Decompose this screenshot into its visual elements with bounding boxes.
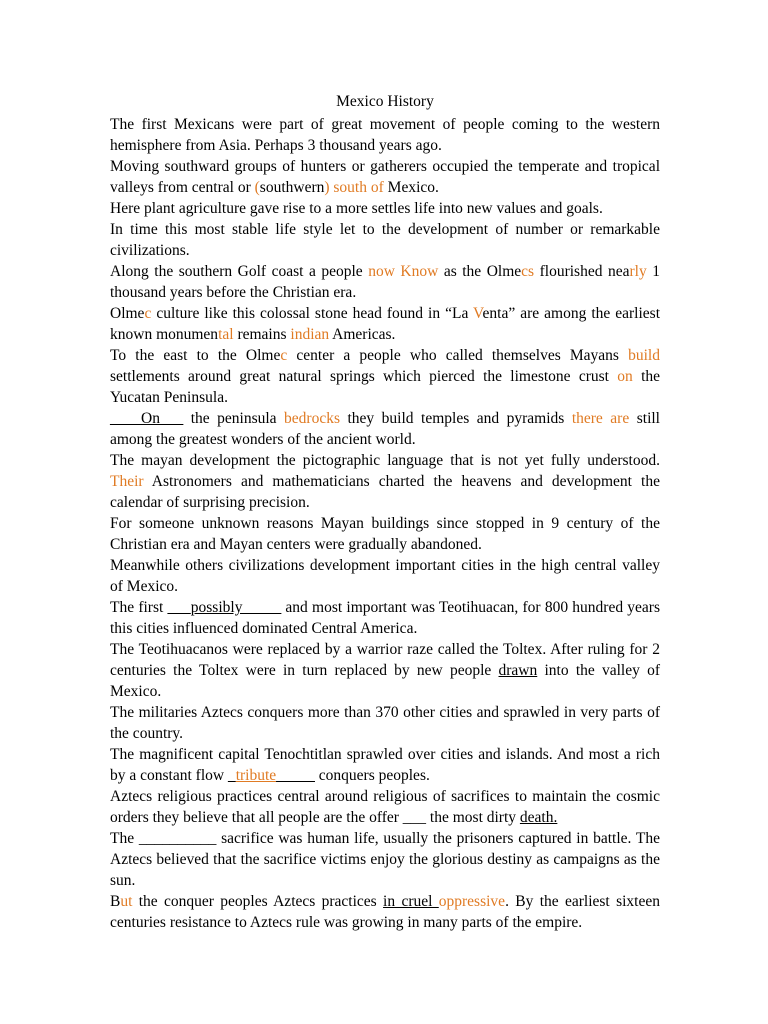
text-run-marked: in cruel bbox=[383, 893, 439, 910]
text-run: the peninsula bbox=[183, 410, 285, 427]
text-run: . By the earliest sixteen centuries resistance to Aztecs rule was growing in many parts of the empire. bbox=[110, 893, 660, 931]
text-run: settlements around great natural springs which pierced the limestone crust bbox=[110, 368, 618, 385]
text-run-marked: drawn bbox=[498, 662, 538, 679]
text-run-marked: there are bbox=[571, 410, 630, 427]
text-run: flourished nea bbox=[534, 263, 630, 280]
text-run-marked: indian bbox=[290, 326, 330, 343]
document-body bbox=[110, 114, 660, 933]
text-run: Mexico. bbox=[383, 179, 439, 196]
text-run-marked: V bbox=[473, 305, 483, 322]
text-run: In time this most stable life style let to the development of number or remarkable civilizations. bbox=[110, 221, 660, 259]
text-run: The first Mexicans were part of great movement of people coming to the western hemisphere from Asia. Perhaps 3 thousand years ago. bbox=[110, 116, 660, 154]
text-run: remains bbox=[233, 326, 291, 343]
text-run: Meanwhile others civilizations development important cities in the high central valley of Mexico. bbox=[110, 557, 660, 595]
paragraph bbox=[110, 744, 660, 786]
paragraph bbox=[110, 555, 660, 597]
text-run: Here plant agriculture gave rise to a more settles life into new values and goals. bbox=[110, 200, 603, 217]
text-run-marked: c bbox=[144, 305, 152, 322]
text-run: The Teotihuacanos were replaced by a warrior raze called the Toltex. After ruling for 2 centuries the Toltex were in turn replaced by new people bbox=[110, 641, 660, 679]
text-run: 1 thousand years before the Christian era. bbox=[110, 263, 660, 301]
paragraph bbox=[110, 408, 660, 450]
text-run-marked: ____On___ bbox=[110, 410, 184, 427]
text-run: the conquer peoples Aztecs practices bbox=[132, 893, 384, 910]
paragraph bbox=[110, 345, 660, 408]
text-run: conquers peoples. bbox=[314, 767, 430, 784]
text-run: as the Olme bbox=[438, 263, 522, 280]
text-run: Moving southward groups of hunters or gatherers occupied the temperate and tropical valleys from central or bbox=[110, 158, 660, 196]
text-run-marked: on bbox=[617, 368, 633, 385]
text-run-marked: rly bbox=[629, 263, 647, 280]
paragraph bbox=[110, 786, 660, 828]
text-run-marked: death. bbox=[519, 809, 558, 826]
text-run-marked: tal bbox=[218, 326, 234, 343]
paragraph bbox=[110, 198, 660, 219]
paragraph bbox=[110, 261, 660, 303]
paragraph bbox=[110, 828, 660, 891]
text-run: The magnificent capital Tenochtitlan sprawled over cities and islands. And most a rich by a constant flow bbox=[110, 746, 660, 784]
text-run-marked: _____ bbox=[276, 767, 315, 784]
text-run: The militaries Aztecs conquers more than 370 other cities and sprawled in very parts of the country. bbox=[110, 704, 660, 742]
paragraph bbox=[110, 597, 660, 639]
paragraph bbox=[110, 114, 660, 156]
text-run-marked: cs bbox=[521, 263, 535, 280]
text-run: center a people who called themselves Mayans bbox=[287, 347, 629, 364]
text-run: The __________ sacrifice was human life, usually the prisoners captured in battle. The Aztecs believed that the sacrifice victims enjoy the glorious destiny as campaigns as the sun. bbox=[110, 830, 660, 889]
paragraph bbox=[110, 639, 660, 702]
text-run-marked: now Know bbox=[368, 263, 439, 280]
page-title: Mexico History bbox=[336, 93, 434, 110]
text-run: southwern bbox=[259, 179, 325, 196]
text-run-marked: oppressive bbox=[438, 893, 506, 910]
text-run-marked: ( bbox=[254, 179, 260, 196]
text-run: Along the southern Golf coast a people bbox=[110, 263, 369, 280]
paragraph bbox=[110, 513, 660, 555]
text-run: Olme bbox=[110, 305, 145, 322]
text-run: into the valley of Mexico. bbox=[110, 662, 660, 700]
text-run: they build temples and pyramids bbox=[340, 410, 572, 427]
text-run: and most important was Teotihuacan, for 800 hundred years this cities influenced dominated Central America. bbox=[110, 599, 660, 637]
text-run: culture like this colossal stone head found in “La bbox=[151, 305, 474, 322]
text-run-marked: ut bbox=[120, 893, 133, 910]
paragraph bbox=[110, 891, 660, 933]
text-run: enta” are among the earliest known monumen bbox=[110, 305, 661, 343]
text-run: Aztecs religious practices central around religious of sacrifices to maintain the cosmic orders they believe that all people are the offer ___ the most dirty bbox=[110, 788, 660, 826]
paragraph bbox=[110, 219, 660, 261]
paragraph bbox=[110, 450, 660, 513]
text-run: To the east to the Olme bbox=[110, 347, 281, 364]
text-run: Astronomers and mathematicians charted the heavens and development the calendar of surprising precision. bbox=[110, 473, 660, 511]
text-run: B bbox=[110, 893, 121, 910]
text-run-marked: ___possibly_____ bbox=[167, 599, 282, 616]
text-run: Americas. bbox=[329, 326, 396, 343]
text-run-marked: Their bbox=[110, 473, 144, 490]
text-run: The first bbox=[110, 599, 168, 616]
text-run-marked: bedrocks bbox=[284, 410, 340, 427]
paragraph bbox=[110, 156, 660, 198]
text-run-marked: build bbox=[628, 347, 660, 364]
text-run: For someone unknown reasons Mayan buildings since stopped in 9 century of the Christian era and Mayan centers were gradually abandoned. bbox=[110, 515, 660, 553]
paragraph bbox=[110, 303, 660, 345]
paragraph bbox=[110, 702, 660, 744]
text-run-marked: c bbox=[280, 347, 288, 364]
text-run: The mayan development the pictographic language that is not yet fully understood. bbox=[110, 452, 660, 469]
text-run: still among the greatest wonders of the ancient world. bbox=[110, 410, 660, 448]
text-run-marked: tribute bbox=[235, 767, 277, 784]
text-run-marked: ) south of bbox=[324, 179, 384, 196]
text-run-marked: _ bbox=[227, 767, 236, 784]
text-run: the Yucatan Peninsula. bbox=[110, 368, 661, 406]
